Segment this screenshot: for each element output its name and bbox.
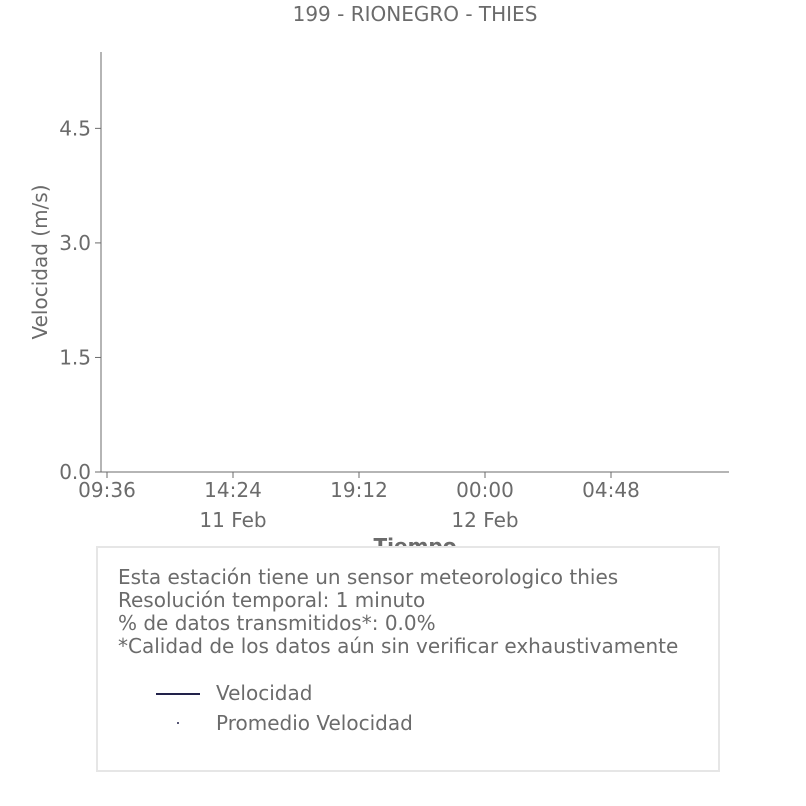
x-ticks	[78, 472, 640, 532]
x-tick-label: 09:36	[78, 478, 136, 502]
legend-item-promedio-velocidad	[156, 710, 576, 740]
legend-label: Promedio Velocidad	[216, 711, 413, 735]
info-box	[96, 546, 720, 772]
info-text	[118, 566, 678, 658]
x-tick-date-label: 12 Feb	[451, 508, 519, 532]
y-tick-label: 3.0	[59, 230, 91, 255]
y-ticks	[59, 116, 101, 484]
legend	[156, 680, 576, 740]
y-tick-label: 1.5	[59, 345, 91, 370]
y-tick-label: 4.5	[59, 116, 91, 141]
data-quality-note: *Calidad de los datos aún sin verificar exhaustivamente	[118, 634, 679, 658]
station-description: Esta estación tiene un sensor meteorologico thies	[118, 565, 619, 589]
legend-item-velocidad	[156, 680, 576, 710]
x-tick-label: 19:12	[330, 478, 388, 502]
dot-icon	[177, 722, 179, 724]
y-axis-label: Velocidad (m/s)	[28, 184, 52, 340]
x-tick-label: 14:24	[204, 478, 262, 502]
chart-title: 199 - RIONEGRO - THIES	[292, 2, 538, 26]
y-tick-label: 0.0	[59, 460, 91, 484]
x-tick-label: 00:00	[456, 478, 514, 502]
temporal-resolution: Resolución temporal: 1 minuto	[118, 588, 426, 612]
transmitted-data-percent: % de datos transmitidos*: 0.0%	[118, 611, 436, 635]
x-tick-date-label: 11 Feb	[199, 508, 267, 532]
line-icon	[156, 693, 200, 695]
x-tick-label: 04:48	[582, 478, 640, 502]
legend-label: Velocidad	[216, 681, 313, 705]
